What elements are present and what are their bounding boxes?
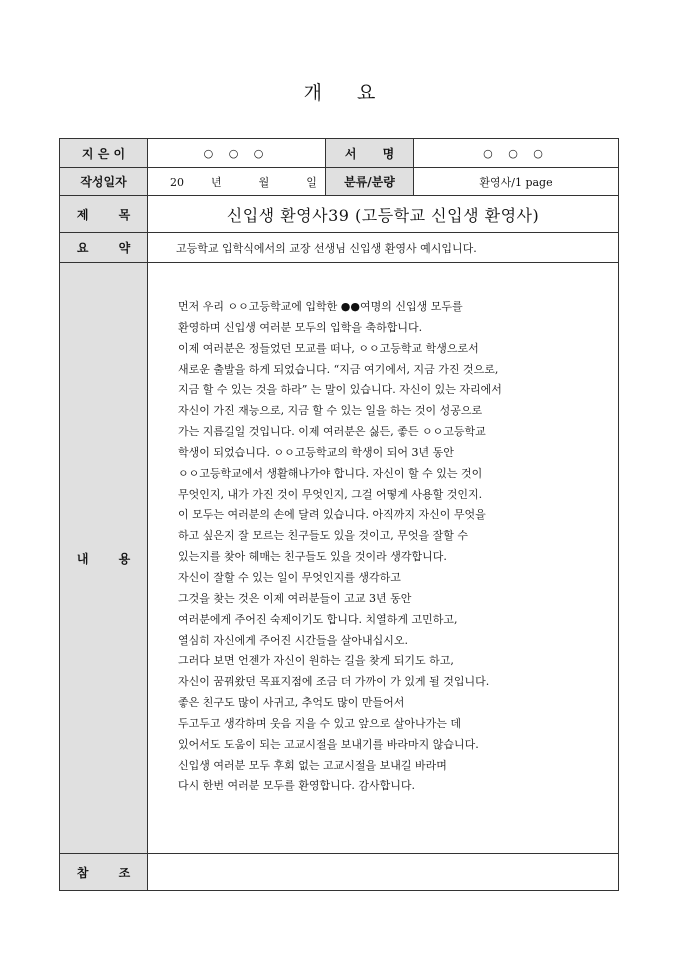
content-text [178,297,618,797]
summary-row [60,233,619,263]
content-line: 자신이 가진 재능으로, 지금 할 수 있는 일을 하는 것이 성공으로 [178,404,483,418]
content-line: 지금 할 수 있는 것을 하라” 는 말이 있습니다. 자신이 있는 자리에서 [178,383,502,397]
overview-table [59,138,619,891]
content-line: 신입생 여러분 모두 후회 없는 고교시절을 보내길 바라며 [178,758,447,772]
category-value: 환영사/1 page [414,168,619,196]
content-line: 학생이 되었습니다. ㅇㅇ고등학교의 학생이 되어 3년 동안 [178,445,454,459]
content-line: 환영하며 신입생 여러분 모두의 입학을 축하합니다. [178,320,423,334]
author-label: 지 은 이 [60,139,148,168]
bookname-value: ○ ○ ○ [414,139,619,168]
date-day-unit: 일 [306,175,317,189]
summary-label: 요 약 [60,233,148,263]
subject-row [60,196,619,233]
title-left: 개 [303,82,323,104]
title-right: 요 [357,82,377,104]
content-line: 먼저 우리 ㅇㅇ고등학교에 입학한 ●●여명의 신입생 모두를 [178,300,463,313]
summary-value: 고등학교 입학식에서의 교장 선생님 신입생 환영사 예시입니다. [148,233,619,263]
content-line: 새로운 출발을 하게 되었습니다. “지금 여기에서, 지금 가진 것으로, [178,362,499,376]
date-month-unit: 월 [258,175,270,189]
content-line: ㅇㅇ고등학교에서 생활해나가야 합니다. 자신이 할 수 있는 것이 [178,466,483,480]
content-row [60,263,619,854]
content-line: 있어서도 도움이 되는 고교시절을 보내기를 바라마지 않습니다. [178,737,479,751]
author-value: ○ ○ ○ [148,139,326,168]
content-line: 그러다 보면 언젠가 자신이 원하는 길을 찾게 되기도 하고, [178,654,454,668]
content-label: 내 용 [60,263,148,854]
reference-row [60,854,619,891]
content-line: 여러분에게 주어진 숙제이기도 합니다. 치열하게 고민하고, [178,612,458,626]
content-line: 좋은 친구도 많이 사귀고, 추억도 많이 만들어서 [178,696,405,710]
date-value [148,168,326,196]
date-year-unit: 년 [211,175,222,189]
bookname-label: 서 명 [326,139,414,168]
document-title [0,78,680,105]
content-line: 다시 한번 여러분 모두를 환영합니다. 감사합니다. [178,779,415,793]
reference-value [148,854,619,891]
category-label: 분류/분량 [326,168,414,196]
subject-label: 제 목 [60,196,148,233]
content-line: 이 모두는 여러분의 손에 달려 있습니다. 아직까지 자신이 무엇을 [178,508,486,522]
content-line: 그것을 찾는 것은 이제 여러분들이 고교 3년 동안 [178,591,412,605]
author-row [60,139,619,168]
content-line: 있는지를 찾아 헤매는 친구들도 있을 것이라 생각합니다. [178,550,447,564]
date-year: 20 [170,175,184,189]
content-line: 가는 지름길일 것입니다. 이제 여러분은 싫든, 좋든 ㅇㅇ고등학교 [178,425,486,439]
content-line: 자신이 잘할 수 있는 일이 무엇인지를 생각하고 [178,570,401,584]
date-label: 작성일자 [60,168,148,196]
content-line: 이제 여러분은 정들었던 모교를 떠나, ㅇㅇ고등학교 학생으로서 [178,341,479,355]
content-line: 하고 싶은지 잘 모르는 친구들도 있을 것이고, 무엇을 잘할 수 [178,529,468,543]
content-line: 무엇인지, 내가 가진 것이 무엇인지, 그걸 어떻게 사용할 것인지. [178,487,483,501]
content-line: 두고두고 생각하며 웃음 지을 수 있고 앞으로 살아나가는 데 [178,716,461,730]
content-line: 자신이 꿈꿔왔던 목표지점에 조금 더 가까이 가 있게 될 것입니다. [178,675,490,689]
subject-value: 신입생 환영사39 (고등학교 신입생 환영사) [148,196,619,233]
date-row [60,168,619,196]
content-body [148,263,619,854]
reference-label: 참 조 [60,854,148,891]
content-line: 열심히 자신에게 주어진 시간들을 살아내십시오. [178,633,409,647]
